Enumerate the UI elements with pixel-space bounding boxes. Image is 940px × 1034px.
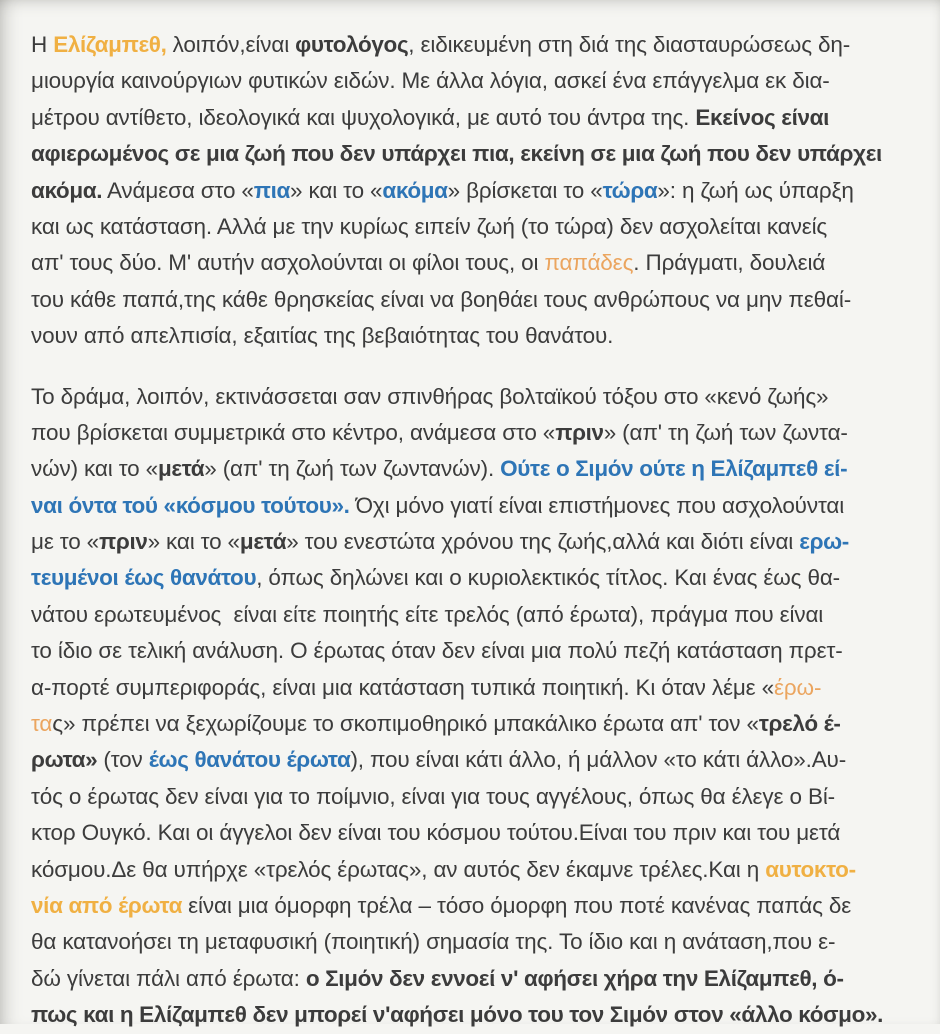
text-line (31, 742, 912, 778)
text-run: κτορ Ουγκό. Και οι άγγελοι δεν είναι του κόσμου τούτου.Είναι του πριν και του μετά (31, 820, 841, 846)
text-run: μέτρου αντίθετο, ιδεολογικά και ψυχολογικά, με αυτό του άντρα της. (31, 104, 696, 130)
text-line (31, 136, 912, 172)
text-line (31, 451, 912, 487)
highlighted-text-run: τώρα (602, 177, 658, 203)
document-text (31, 27, 912, 1034)
paragraph (31, 379, 912, 1034)
highlighted-text-run: αυτοκτο- (765, 856, 856, 882)
text-run: το ίδιο σε τελική ανάλυση. Ο έρωτας όταν δεν είναι μια πολύ πεζή κατάσταση πρετ- (31, 638, 843, 664)
text-run: »: η ζωή ως ύπαρξη (657, 177, 854, 203)
text-run: » και το « (147, 529, 240, 555)
text-line (31, 282, 912, 318)
text-line (31, 924, 912, 960)
text-run: νάτου ερωτευμένος είναι είτε ποιητής είτε τρελός (από έρωτα), πράγμα που είναι (31, 601, 824, 627)
text-line (31, 63, 912, 99)
text-line (31, 245, 912, 281)
text-run: νουν από απελπισία, εξαιτίας της βεβαιότητας του θανάτου. (31, 323, 614, 349)
text-run: λοιπόν,είναι (166, 32, 296, 57)
text-run: απ' τους δύο. Μ' αυτήν ασχολούνται οι φίλοι τους, οι (31, 250, 545, 276)
text-line (31, 27, 912, 63)
highlighted-text-run: πριν (99, 529, 148, 555)
text-line (31, 415, 912, 451)
text-run: και ως κατάσταση. Αλλά με την κυρίως ειπείν ζωή (το τώρα) δεν ασχολείται κανείς (31, 213, 828, 239)
text-run: (τον (97, 747, 149, 773)
text-line (31, 560, 912, 596)
text-run: με το « (31, 529, 100, 555)
text-line (31, 670, 912, 706)
text-run: που βρίσκεται συμμετρικά στο κέντρο, ανάμεσα στο « (31, 419, 556, 445)
highlighted-text-run: Ελίζαμπεθ, (53, 32, 167, 57)
text-line (31, 379, 912, 415)
paragraph (31, 27, 912, 355)
text-line (31, 597, 912, 633)
text-run: Το δράμα, λοιπόν, εκτινάσσεται σαν σπινθήρας βολταϊκού τόξου στο «κενό ζωής» (31, 383, 829, 409)
text-line (31, 997, 912, 1033)
highlighted-text-run: Ούτε ο Σιμόν ούτε η Ελίζαμπεθ εί- (500, 456, 848, 482)
highlighted-text-run: ακόμα. (31, 177, 103, 203)
highlighted-text-run: παπάδες (544, 250, 634, 276)
highlighted-text-run: πια (253, 177, 291, 203)
text-run: νών) και το « (31, 456, 158, 482)
text-run: Η (31, 32, 54, 57)
text-run: » βρίσκεται το « (447, 177, 603, 203)
text-run: » και το « (290, 177, 383, 203)
text-run: κόσμου.Δε θα υπήρχε «τρελός έρωτας», αν αυτός δεν έκαμνε τρέλες.Και η (31, 856, 766, 882)
text-line (31, 706, 912, 742)
text-run: , ειδικευμένη στη διά της διασταυρώσεως δη- (408, 32, 851, 57)
text-run: » (απ' τη ζωή των ζωντανών). (204, 456, 501, 482)
text-run: τός ο έρωτας δεν είναι για το ποίμνιο, είναι για τους αγγέλους, όπως θα έλεγε ο Βί- (31, 783, 836, 809)
text-run: είναι μια όμορφη τρέλα – τόσο όμορφη που ποτέ κανένας παπάς δε (182, 892, 852, 918)
highlighted-text-run: αφιερωμένος σε μια ζωή που δεν υπάρχει πια, εκείνη σε μια ζωή που δεν υπάρχει (31, 141, 882, 167)
highlighted-text-run: έως θανάτου έρωτα (148, 747, 351, 773)
highlighted-text-run: πως και η Ελίζαμπεθ δεν μπορεί ν'αφήσει μόνο του τον Σιμόν στον «άλλο κόσμο». (31, 1002, 884, 1028)
highlighted-text-run: ναι όντα τού «κόσμου τούτου». (31, 492, 350, 518)
highlighted-text-run: τρελό έ- (758, 711, 841, 737)
text-run: του κάθε παπά,της κάθε θρησκείας είναι να βοηθάει τους ανθρώπους να μην πεθαί- (31, 286, 852, 312)
text-run: , όπως δηλώνει και ο κυριολεκτικός τίτλος. Και ένας έως θα- (256, 565, 841, 591)
highlighted-text-run: Εκείνος είναι (695, 104, 830, 130)
text-line (31, 888, 912, 924)
text-run: δώ γίνεται πάλι από έρωτα: (31, 965, 306, 991)
text-run: Όχι μόνο γιατί είναι επιστήμονες που ασχολούνται (349, 492, 845, 518)
text-run: » του ενεστώτα χρόνου της ζωής,αλλά και διότι είναι (286, 529, 800, 555)
highlighted-text-run: ακόμα (382, 177, 448, 203)
text-run: ς» πρέπει να ξεχωρίζουμε το σκοπιμοθηρικό μπακάλικο έρωτα απ' τον « (52, 711, 759, 737)
text-line (31, 209, 912, 245)
highlighted-text-run: φυτολόγος (295, 32, 409, 57)
text-run: μιουργία καινούργιων φυτικών ειδών. Με άλλα λόγια, ασκεί ένα επάγγελμα εκ δια- (31, 68, 830, 94)
text-run: θα κατανοήσει τη μεταφυσική (ποιητική) σημασία της. Το ίδιο και η ανάταση,που ε- (31, 929, 836, 955)
text-line (31, 961, 912, 997)
text-run: Ανάμεσα στο « (102, 177, 254, 203)
text-line (31, 852, 912, 888)
text-run: α-πορτέ συμπεριφοράς, είναι μια κατάσταση τυπικά ποιητική. Κι όταν λέμε « (31, 674, 775, 700)
text-line (31, 815, 912, 851)
text-line (31, 100, 912, 136)
highlighted-text-run: τευμένοι έως θανάτου (31, 565, 257, 591)
highlighted-text-run: πριν (555, 419, 604, 445)
highlighted-text-run: μετά (157, 456, 205, 482)
text-line (31, 173, 912, 209)
text-run: » (απ' τη ζωή των ζωντα- (603, 419, 848, 445)
text-run: . Πράγματι, δουλειά (633, 250, 826, 276)
text-line (31, 779, 912, 815)
highlighted-text-run: νία από έρωτα (31, 892, 183, 918)
highlighted-text-run: ο Σιμόν δεν εννοεί ν' αφήσει χήρα την Ελίζαμπεθ, ό- (305, 965, 844, 991)
highlighted-text-run: ρωτα» (31, 747, 98, 773)
text-line (31, 524, 912, 560)
text-line (31, 488, 912, 524)
highlighted-text-run: έρω- (774, 674, 822, 700)
text-line (31, 633, 912, 669)
text-line (31, 318, 912, 354)
highlighted-text-run: ερω- (799, 529, 849, 555)
highlighted-text-run: μετά (239, 529, 287, 555)
highlighted-text-run: τα (31, 711, 53, 737)
text-run: ), που είναι κάτι άλλο, ή μάλλον «το κάτι άλλο».Αυ- (350, 747, 847, 773)
